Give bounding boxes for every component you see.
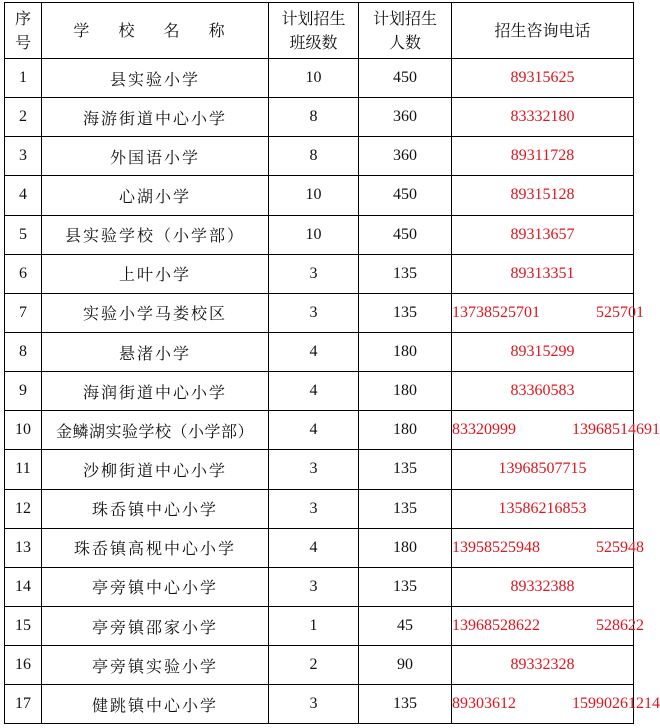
row-index: 1 bbox=[5, 59, 42, 98]
student-count: 360 bbox=[359, 137, 452, 176]
row-index: 8 bbox=[5, 332, 42, 371]
school-name: 上叶小学 bbox=[42, 254, 269, 293]
header-index: 序号 bbox=[5, 3, 42, 59]
phone-number: 89332328 bbox=[452, 646, 634, 685]
header-row bbox=[5, 3, 634, 59]
phone-number: 89313351 bbox=[452, 254, 634, 293]
row-index: 7 bbox=[5, 293, 42, 332]
student-count: 180 bbox=[359, 411, 452, 450]
table-row bbox=[5, 567, 634, 606]
table-row bbox=[5, 215, 634, 254]
phone-number: 89311728 bbox=[452, 137, 634, 176]
class-count: 10 bbox=[269, 215, 359, 254]
phone-number: 13738525701 525701 bbox=[452, 293, 634, 332]
class-count: 4 bbox=[269, 372, 359, 411]
class-count: 4 bbox=[269, 528, 359, 567]
table-row bbox=[5, 528, 634, 567]
table-row bbox=[5, 411, 634, 450]
school-name: 亭旁镇中心小学 bbox=[42, 567, 269, 606]
class-count: 3 bbox=[269, 567, 359, 606]
class-count: 3 bbox=[269, 450, 359, 489]
phone-number: 83320999 13968514691 bbox=[452, 411, 634, 450]
row-index: 14 bbox=[5, 567, 42, 606]
phone-number: 89315299 bbox=[452, 332, 634, 371]
table-header bbox=[5, 3, 634, 59]
class-count: 8 bbox=[269, 137, 359, 176]
row-index: 16 bbox=[5, 646, 42, 685]
row-index: 6 bbox=[5, 254, 42, 293]
school-name: 实验小学马娄校区 bbox=[42, 293, 269, 332]
school-name: 沙柳街道中心小学 bbox=[42, 450, 269, 489]
phone-number: 13586216853 bbox=[452, 489, 634, 528]
class-count: 3 bbox=[269, 685, 359, 724]
row-index: 13 bbox=[5, 528, 42, 567]
phone-number: 89315128 bbox=[452, 176, 634, 215]
phone-number: 83332180 bbox=[452, 98, 634, 137]
row-index: 2 bbox=[5, 98, 42, 137]
phone-number: 13958525948 525948 bbox=[452, 528, 634, 567]
class-count: 3 bbox=[269, 254, 359, 293]
student-count: 360 bbox=[359, 98, 452, 137]
row-index: 17 bbox=[5, 685, 42, 724]
header-students: 计划招生人数 bbox=[359, 3, 452, 59]
school-name: 亭旁镇实验小学 bbox=[42, 646, 269, 685]
class-count: 3 bbox=[269, 489, 359, 528]
phone-number: 89313657 bbox=[452, 215, 634, 254]
class-count: 8 bbox=[269, 98, 359, 137]
row-index: 11 bbox=[5, 450, 42, 489]
phone-number: 13968507715 bbox=[452, 450, 634, 489]
phone-number: 83360583 bbox=[452, 372, 634, 411]
student-count: 135 bbox=[359, 567, 452, 606]
row-index: 5 bbox=[5, 215, 42, 254]
table-row bbox=[5, 176, 634, 215]
table-row bbox=[5, 450, 634, 489]
class-count: 3 bbox=[269, 293, 359, 332]
row-index: 4 bbox=[5, 176, 42, 215]
student-count: 450 bbox=[359, 176, 452, 215]
table-row bbox=[5, 254, 634, 293]
table-row bbox=[5, 98, 634, 137]
student-count: 135 bbox=[359, 293, 452, 332]
table-body bbox=[5, 59, 660, 724]
school-name: 珠岙镇高枧中心小学 bbox=[42, 528, 269, 567]
school-name: 心湖小学 bbox=[42, 176, 269, 215]
class-count: 2 bbox=[269, 646, 359, 685]
class-count: 4 bbox=[269, 332, 359, 371]
school-name: 外国语小学 bbox=[42, 137, 269, 176]
school-name: 县实验学校（小学部） bbox=[42, 215, 269, 254]
table-row bbox=[5, 372, 634, 411]
class-count: 10 bbox=[269, 59, 359, 98]
row-index: 12 bbox=[5, 489, 42, 528]
table-row bbox=[5, 137, 634, 176]
school-name: 县实验小学 bbox=[42, 59, 269, 98]
student-count: 45 bbox=[359, 606, 452, 645]
table-row bbox=[5, 606, 634, 645]
table-row bbox=[5, 489, 634, 528]
school-name: 珠岙镇中心小学 bbox=[42, 489, 269, 528]
enrollment-table bbox=[4, 2, 660, 724]
row-index: 3 bbox=[5, 137, 42, 176]
table-row bbox=[5, 332, 634, 371]
class-count: 10 bbox=[269, 176, 359, 215]
phone-number: 89332388 bbox=[452, 567, 634, 606]
header-school-name: 学 校 名 称 bbox=[42, 3, 269, 59]
student-count: 180 bbox=[359, 372, 452, 411]
student-count: 180 bbox=[359, 332, 452, 371]
school-name: 金鳞湖实验学校（小学部） bbox=[42, 411, 269, 450]
header-phone: 招生咨询电话 bbox=[452, 3, 634, 59]
school-name: 亭旁镇邵家小学 bbox=[42, 606, 269, 645]
phone-number: 89303612 15990261214 bbox=[452, 685, 634, 724]
table-row bbox=[5, 59, 634, 98]
student-count: 90 bbox=[359, 646, 452, 685]
phone-number: 13968528622 528622 bbox=[452, 606, 634, 645]
header-classes: 计划招生班级数 bbox=[269, 3, 359, 59]
student-count: 180 bbox=[359, 528, 452, 567]
class-count: 1 bbox=[269, 606, 359, 645]
student-count: 135 bbox=[359, 685, 452, 724]
school-name: 健跳镇中心小学 bbox=[42, 685, 269, 724]
phone-number: 89315625 bbox=[452, 59, 634, 98]
student-count: 450 bbox=[359, 215, 452, 254]
student-count: 135 bbox=[359, 489, 452, 528]
table-row bbox=[5, 685, 634, 724]
row-index: 9 bbox=[5, 372, 42, 411]
row-index: 10 bbox=[5, 411, 42, 450]
student-count: 135 bbox=[359, 450, 452, 489]
school-name: 海游街道中心小学 bbox=[42, 98, 269, 137]
student-count: 450 bbox=[359, 59, 452, 98]
class-count: 4 bbox=[269, 411, 359, 450]
row-index: 15 bbox=[5, 606, 42, 645]
table-row bbox=[5, 646, 634, 685]
school-name: 悬渚小学 bbox=[42, 332, 269, 371]
table-row bbox=[5, 293, 634, 332]
student-count: 135 bbox=[359, 254, 452, 293]
school-name: 海润街道中心小学 bbox=[42, 372, 269, 411]
